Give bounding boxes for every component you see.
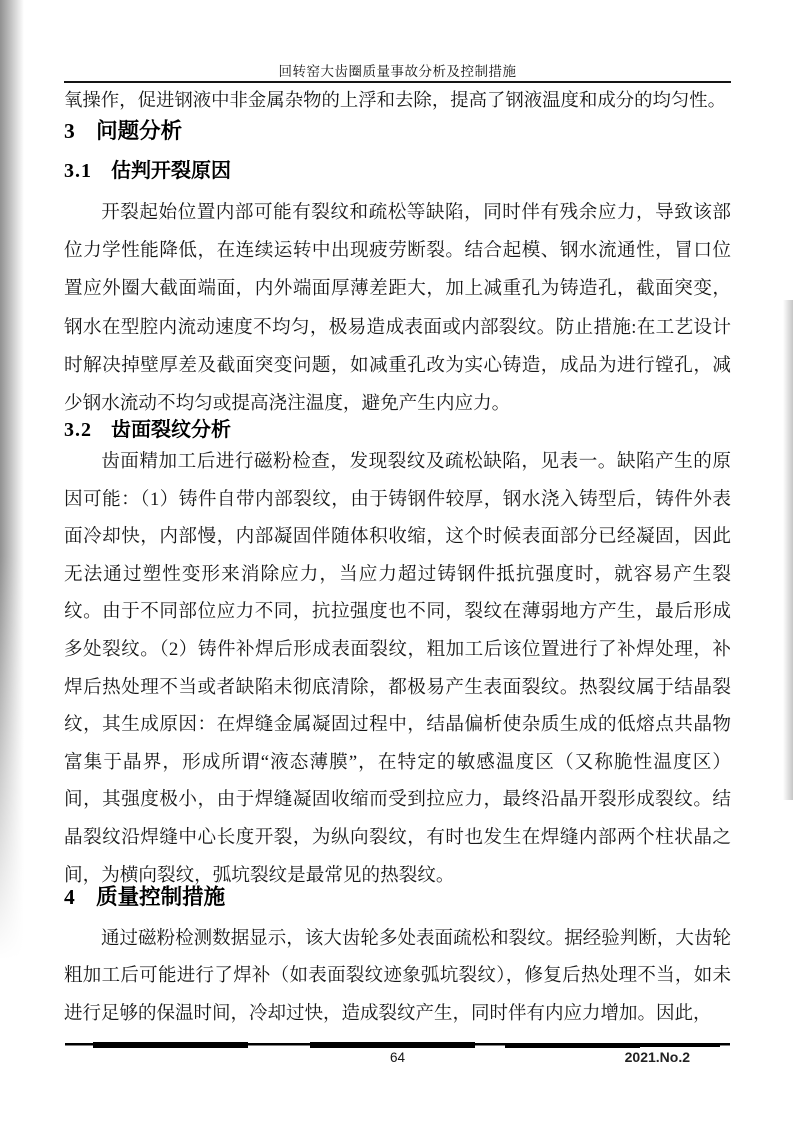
running-title: 回转窑大齿圈质量事故分析及控制措施 — [278, 64, 517, 79]
section-number: 4 — [64, 885, 76, 909]
issue-label: 2021.No.2 — [624, 1049, 690, 1065]
section-title: 估判开裂原因 — [111, 160, 231, 182]
scan-shadow-right — [783, 300, 793, 800]
section-number: 3.1 — [64, 160, 92, 182]
section-heading-crack-cause — [64, 156, 731, 186]
paragraph-quality-control: 通过磁粉检测数据显示，该大齿轮多处表面疏松和裂纹。据经验判断，大齿轮粗加工后可能进行了焊补（如表面裂纹迹象弧坑裂纹），修复后热处理不当，如未进行足够的保温时间，冷却过快，造成裂纹产生，同时伴有内应力增加。因此， — [64, 929, 731, 1024]
section-heading-quality-control — [64, 882, 731, 912]
paragraph-tooth-crack-analysis: 齿面精加工后进行磁粉检查，发现裂纹及疏松缺陷，见表一。缺陷产生的原因可能：（1）铸件自带内部裂纹，由于铸钢件较厚，钢水浇入铸型后，铸件外表面冷却快，内部慢，内部凝固伴随体积收缩，这个时候表面部分已经凝固，因此无法通过塑性变形来消除应力，当应力超过铸钢件抵抗强度时，就容易产生裂纹。由于不同部位应力不同，抗拉强度也不同，裂纹在薄弱地方产生，最后形成多处裂纹。（2）铸件补焊后形成表面裂纹，粗加工后该位置进行了补焊处理，补焊后热处理不当或者缺陷未彻底清除，都极易产生表面裂纹。热裂纹属于结晶裂纹，其生成原因：在焊缝金属凝固过程中，结晶偏析使杂质生成的低熔点共晶物富集于晶界，形成所谓“液态薄膜”，在特定的敏感温度区（又称脆性温度区）间，其强度极小，由于焊缝凝固收缩而受到拉应力，最终沿晶开裂形成裂纹。结晶裂纹沿焊缝中心长度开裂，为纵向裂纹，有时也发生在焊缝内部两个柱状晶之间，为横向裂纹，弧坑裂纹是最常见的热裂纹。 — [64, 451, 731, 886]
section-title: 齿面裂纹分析 — [111, 419, 231, 441]
section-heading-problem-analysis — [64, 116, 731, 146]
section-number: 3.2 — [64, 419, 92, 441]
section-number: 3 — [64, 119, 76, 143]
section-title: 质量控制措施 — [96, 885, 226, 909]
intro-paragraph: 氧操作，促进钢液中非金属杂物的上浮和去除，提高了钢液温度和成分的均匀性。 — [64, 90, 727, 110]
page-content — [64, 0, 731, 1122]
section-heading-tooth-crack-analysis — [64, 415, 731, 445]
footer-rule — [65, 1042, 730, 1049]
page-number: 64 — [389, 1050, 406, 1065]
section-title: 问题分析 — [96, 119, 183, 143]
scan-shadow-left — [0, 0, 24, 1010]
paragraph-crack-cause: 开裂起始位置内部可能有裂纹和疏松等缺陷，同时伴有残余应力，导致该部位力学性能降低，在连续运转中出现疲劳断裂。结合起模、钢水流通性，冒口位置应外圈大截面端面，内外端面厚薄差距大，加上减重孔为铸造孔，截面突变，钢水在型腔内流动速度不均匀，极易造成表面或内部裂纹。防止措施:在工艺设计时解决掉壁厚差及截面突变问题，如减重孔改为实心铸造，成品为进行镗孔，减少钢水流动不均匀或提高浇注温度，避免产生内应力。 — [64, 202, 731, 415]
